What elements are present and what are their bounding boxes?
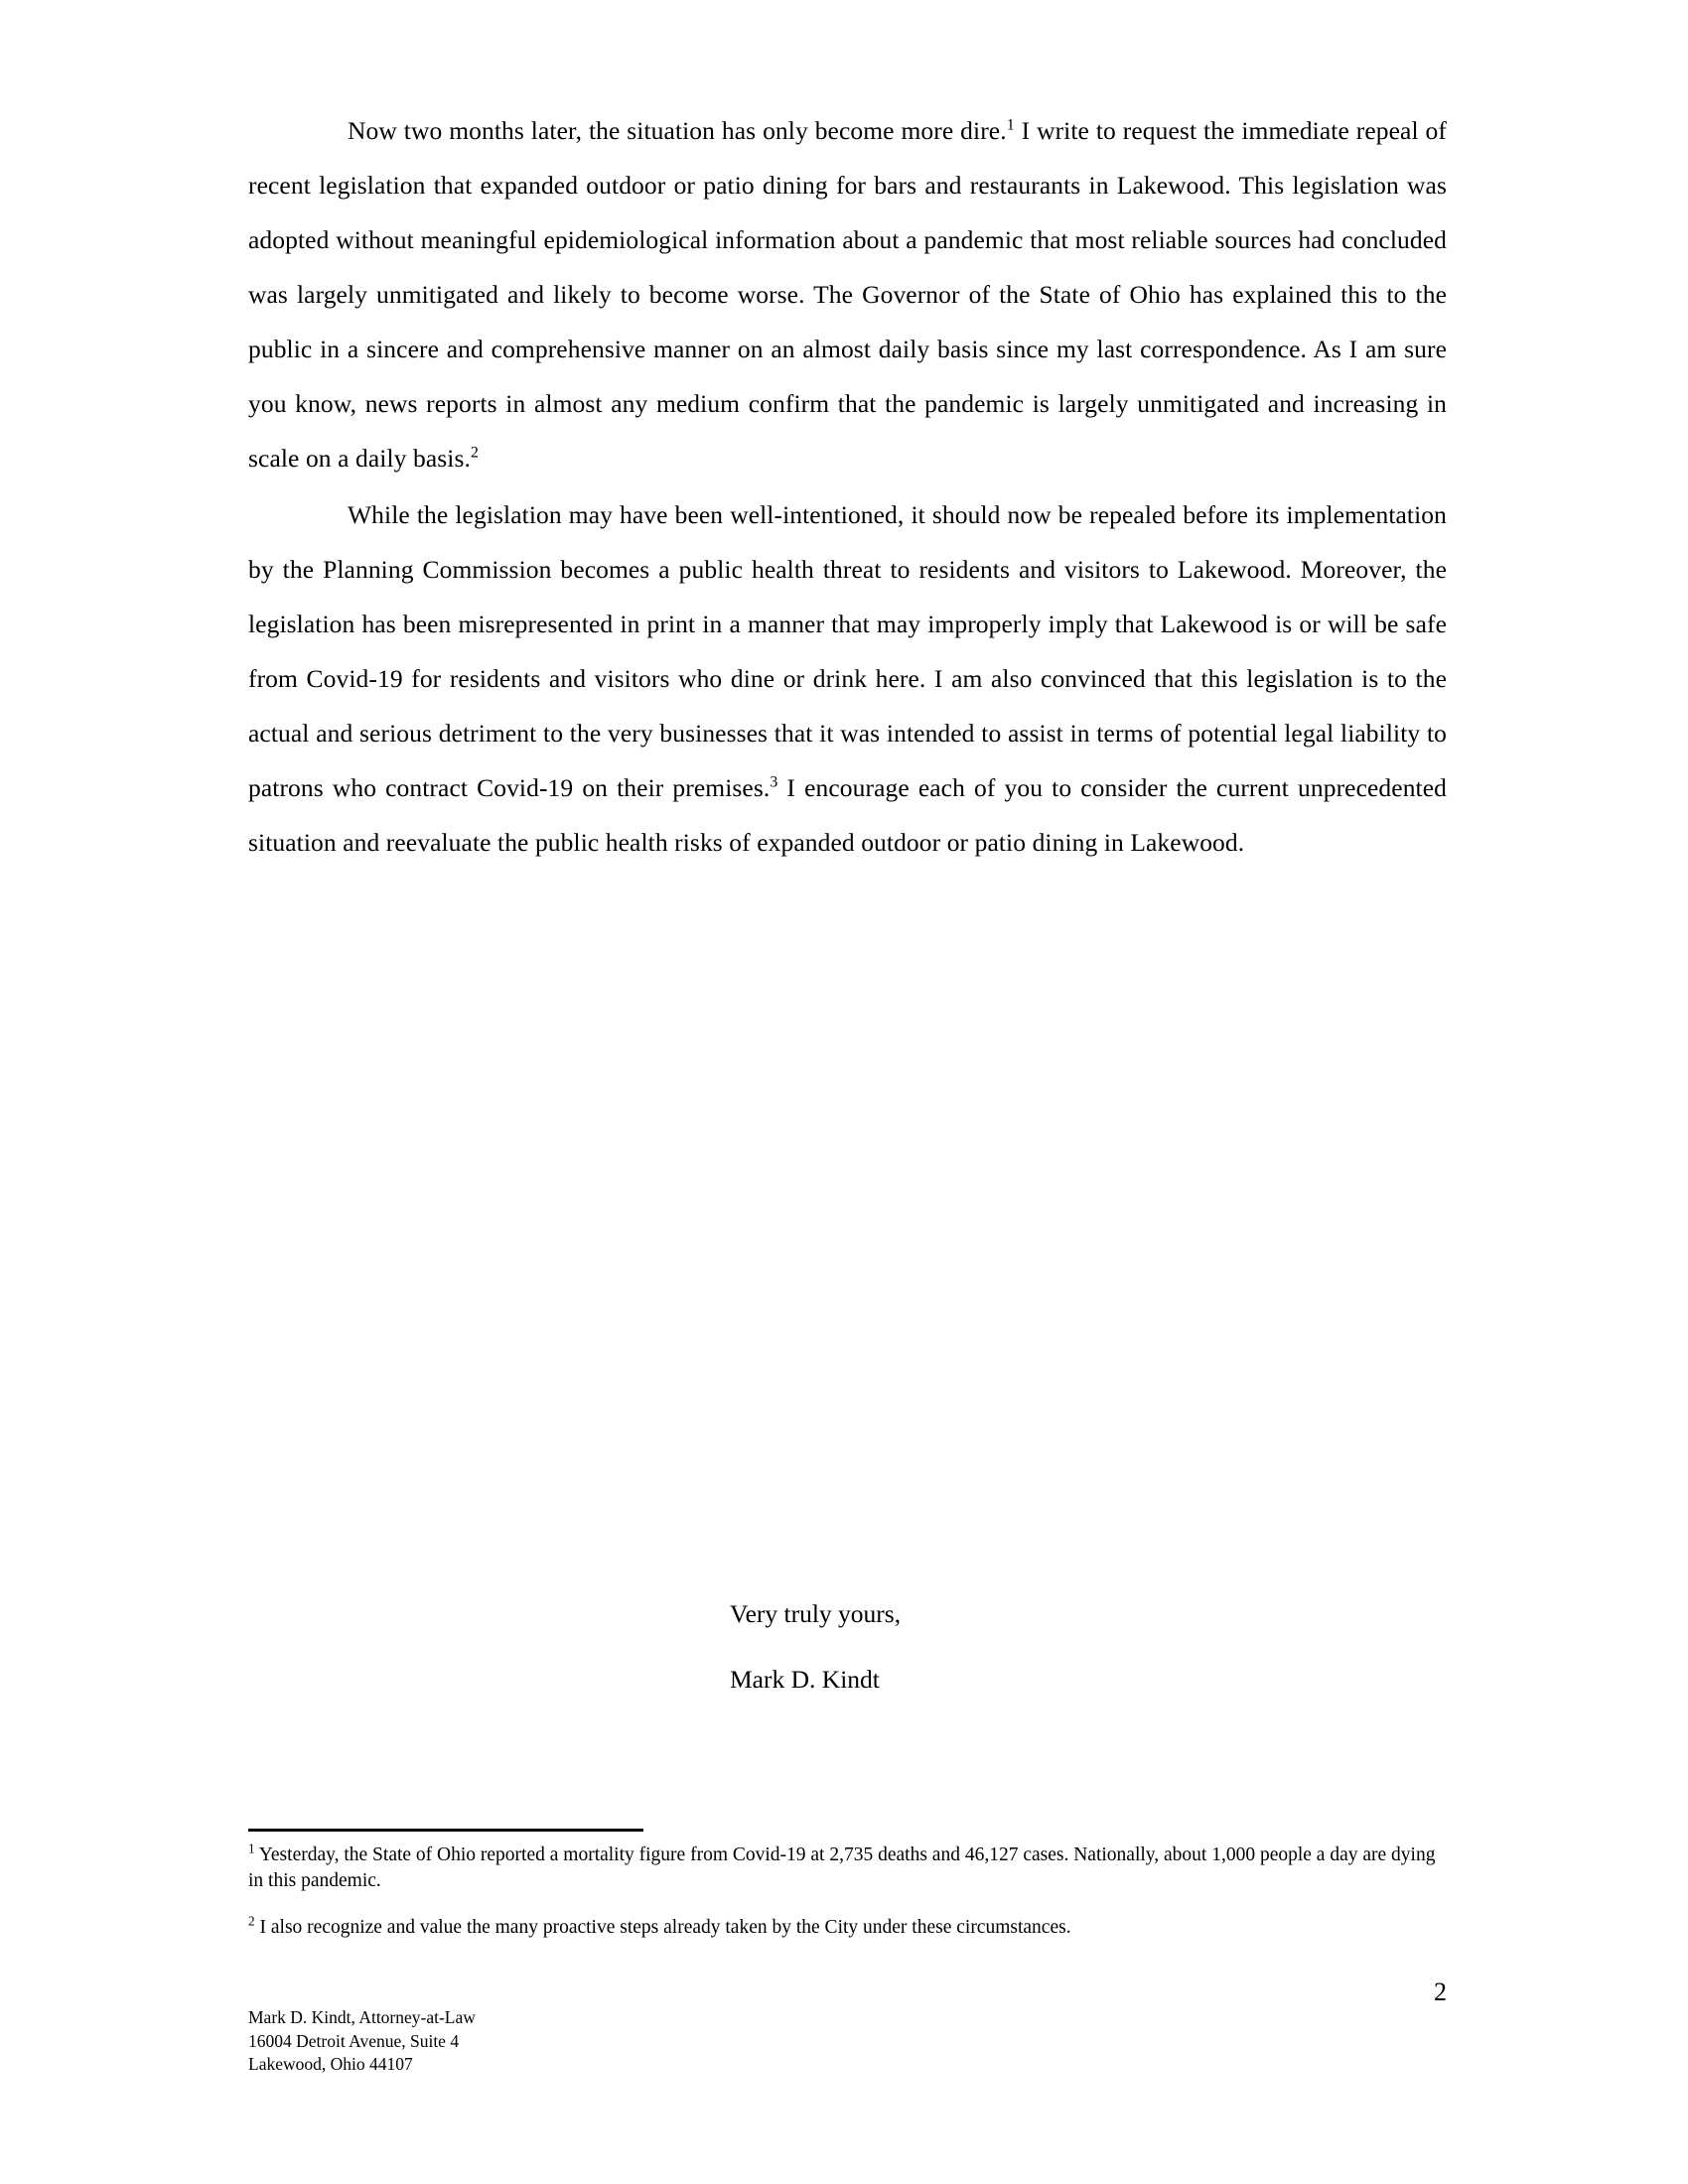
letter-closing	[730, 1586, 1326, 1706]
signature-name: Mark D. Kindt	[730, 1665, 880, 1694]
page-number: 2	[1434, 1978, 1447, 2006]
footnote-marker-1: 1	[248, 1841, 255, 1856]
footnote-separator-rule	[248, 1829, 643, 1832]
footer-address-block	[248, 2006, 476, 2077]
letter-body	[248, 103, 1447, 872]
body-paragraph-2: While the legislation may have been well-intentioned, it should now be repealed before its implementation by the Planning Commission becomes a public health threat to residents and visitors to Lakewood. Moreover, the legislation has been misrepresented in print in a manner that may improperly imply that Lakewood is or will be safe from Covid-19 for residents and visitors who dine or drink here. I am also convinced that this legislation is to the actual and serious detriment to the very businesses that it was intended to assist in terms of potential legal liability to patrons who contract Covid-19 on their premises.$^3$ I encourage each of you to consider the current unprecedented situation and reevaluate the public health risks of expanded outdoor or patio dining in Lakewood.	[248, 500, 1447, 857]
body-paragraph-1: Now two months later, the situation has only become more dire.$^1$ I write to request the immediate repeal of recent legislation that expanded outdoor or patio dining for bars and restaurants in Lakewood. This legislation was adopted without meaningful epidemiological information about a pandemic that most reliable sources had concluded was largely unmitigated and likely to become worse. The Governor of the State of Ohio has explained this to the public in a sincere and comprehensive manner on an almost daily basis since my last correspondence. As I am sure you know, news reports in almost any medium confirm that the pandemic is largely unmitigated and increasing in scale on a daily basis.$^2$	[248, 116, 1447, 473]
footer-address-line-1: Mark D. Kindt, Attorney-at-Law	[248, 2007, 476, 2027]
footnote-1: $^1$ Yesterday, the State of Ohio reported a mortality figure from Covid-19 at 2,735 deaths and 46,127 cases. Nationally, about 1,000 people a day are dying in this pandemic.	[248, 1841, 1436, 1891]
footnote-ref-1: 1	[1006, 116, 1015, 134]
valediction: Very truly yours,	[730, 1599, 902, 1628]
footnote-ref-2: 2	[470, 444, 479, 462]
footnote-ref-3: 3	[770, 773, 778, 791]
footer-address-line-3: Lakewood, Ohio 44107	[248, 2054, 413, 2074]
footnotes-section	[248, 1843, 1450, 1941]
footnote-marker-2: 2	[248, 1913, 255, 1929]
footnote-2: $^2$ I also recognize and value the many proactive steps already taken by the City under these circumstances.	[248, 1913, 1071, 1938]
footer-address-line-2: 16004 Detroit Avenue, Suite 4	[248, 2030, 460, 2051]
